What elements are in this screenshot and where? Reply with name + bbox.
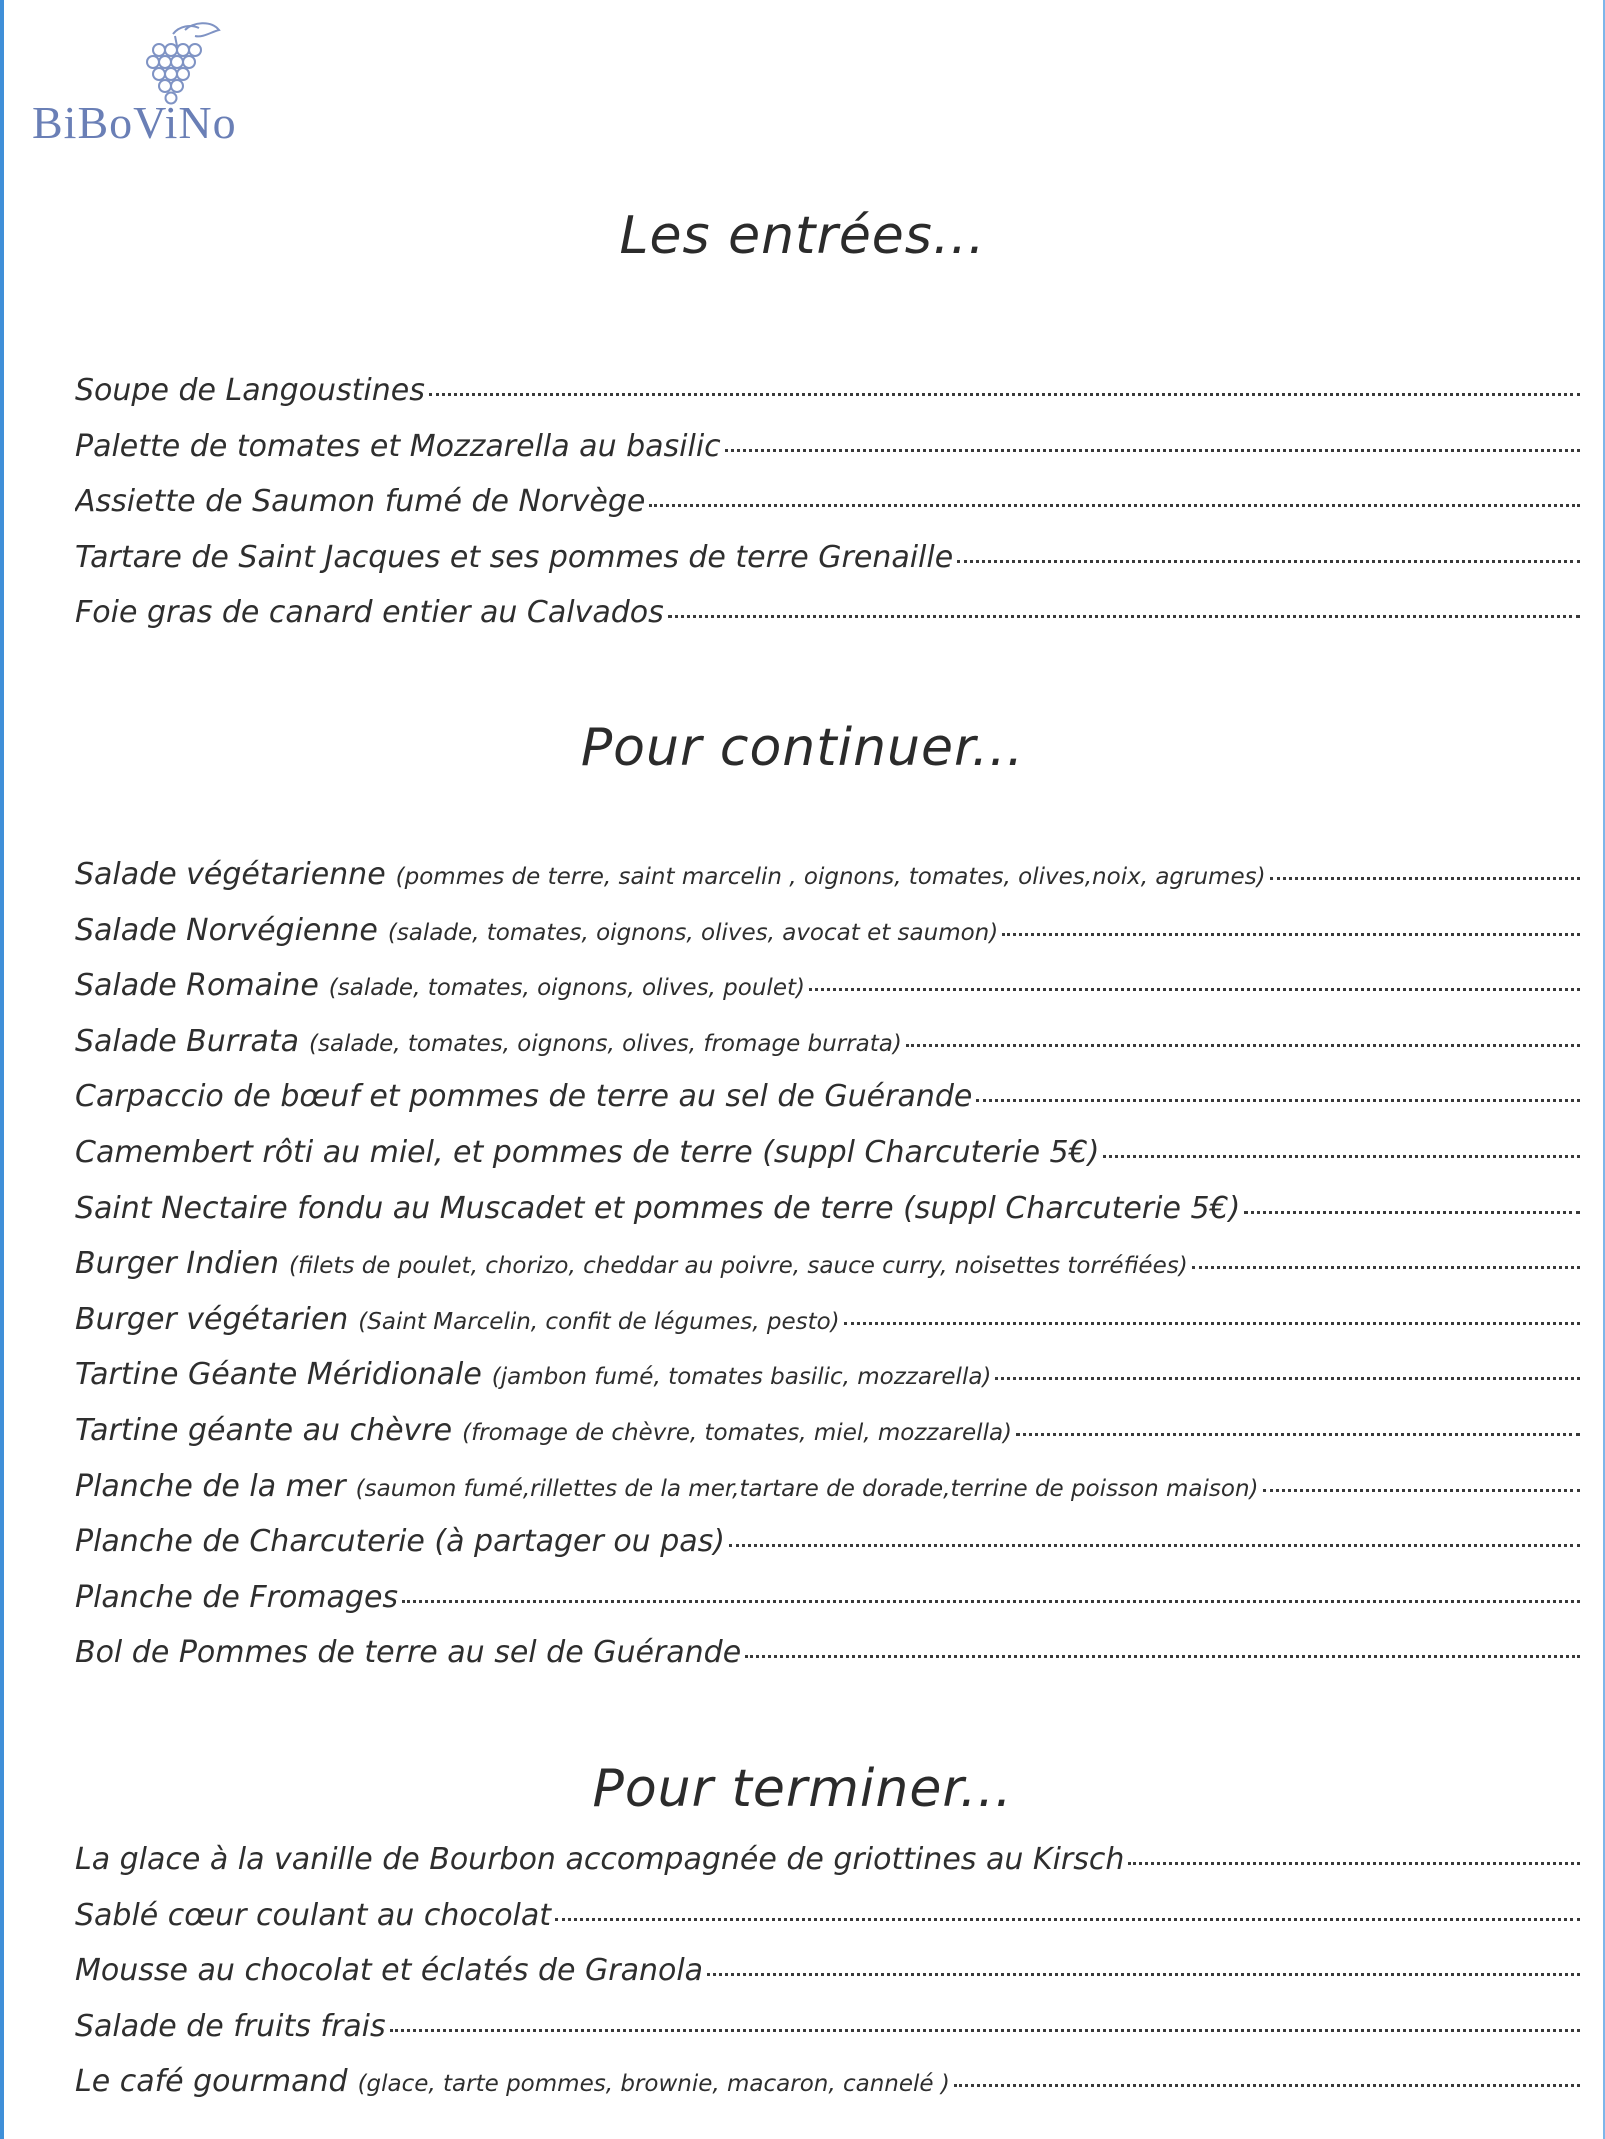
menu-item: [75, 857, 1580, 913]
item-name: Planche de la mer: [75, 1468, 346, 1504]
dotted-leader: [429, 393, 1580, 396]
item-name: Saint Nectaire fondu au Muscadet et pommes de terre (suppl Charcuterie 5€): [75, 1190, 1241, 1226]
item-name: Foie gras de canard entier au Calvados: [75, 595, 664, 631]
item-detail: (salade, tomates, oignons, olives, poulet): [328, 975, 805, 1002]
menu-item: [75, 2009, 1580, 2065]
item-name: Assiette de Saumon fumé de Norvège: [75, 484, 646, 520]
dotted-leader: [402, 1600, 1580, 1603]
item-name: Salade végétarienne: [75, 857, 386, 892]
item-detail: (glace, tarte pommes, brownie, macaron, cannelé ): [357, 2071, 950, 2098]
item-detail: (filets de poulet, chorizo, cheddar au poivre, sauce curry, noisettes torréfiées): [289, 1253, 1188, 1280]
dotted-leader: [390, 2029, 1580, 2032]
desserts-list: [75, 1842, 1580, 2120]
item-name: Tartine géante au chèvre: [75, 1412, 453, 1448]
dotted-leader: [1192, 1266, 1580, 1269]
section-title-entrees: Les entrées...: [619, 206, 986, 266]
item-detail: (salade, tomates, oignons, olives, fromage burrata): [308, 1030, 902, 1057]
menu-item: [75, 913, 1580, 969]
item-name: Planche de Charcuterie (à partager ou pas): [75, 1524, 725, 1560]
dotted-leader: [1128, 1862, 1580, 1865]
menu-item: [75, 595, 1580, 651]
entrees-list: [75, 373, 1580, 651]
item-name: Palette de tomates et Mozzarella au basilic: [75, 428, 721, 464]
item-detail: (pommes de terre, saint marcelin , oignons, tomates, olives,noix, agrumes): [395, 864, 1266, 890]
item-detail: (jambon fumé, tomates basilic, mozzarella): [491, 1364, 992, 1391]
dotted-leader: [844, 1322, 1580, 1325]
item-detail: (fromage de chèvre, tomates, miel, mozzarella): [462, 1419, 1013, 1446]
item-name: Sablé cœur coulant au chocolat: [75, 1897, 552, 1933]
menu-item: [75, 1898, 1580, 1954]
dotted-leader: [906, 1044, 1580, 1047]
dotted-leader: [995, 1377, 1580, 1380]
dotted-leader: [729, 1544, 1580, 1547]
item-name: Burger Indien: [75, 1246, 280, 1282]
menu-item: [75, 540, 1580, 596]
dotted-leader: [745, 1655, 1580, 1658]
menu-item: [75, 1024, 1580, 1080]
menu-item: [75, 429, 1580, 485]
dotted-leader: [1016, 1433, 1580, 1436]
item-name: Salade de fruits frais: [75, 2008, 386, 2044]
mains-list: [75, 857, 1580, 1691]
menu-item: [75, 1413, 1580, 1469]
item-name: Mousse au chocolat et éclatés de Granola: [75, 1953, 704, 1989]
item-name: La glace à la vanille de Bourbon accompagnée de griottines au Kirsch: [75, 1842, 1125, 1877]
menu-item: [75, 1302, 1580, 1358]
logo-wordmark: BiBoViNo: [32, 97, 237, 148]
item-detail: (salade, tomates, oignons, olives, avocat et saumon): [387, 919, 999, 946]
grapes-icon: [115, 20, 225, 106]
menu-item: [75, 373, 1580, 429]
menu-item: [75, 484, 1580, 540]
item-name: Salade Norvégienne: [75, 912, 378, 948]
item-name: Planche de Fromages: [75, 1579, 399, 1615]
menu-item: [75, 1079, 1580, 1135]
dotted-leader: [957, 560, 1580, 563]
item-name: Tartare de Saint Jacques et ses pommes de terre Grenaille: [75, 539, 954, 575]
menu-item: [75, 1246, 1580, 1302]
dotted-leader: [707, 1973, 1580, 1976]
item-name: Salade Romaine: [75, 968, 319, 1004]
menu-item: [75, 1469, 1580, 1525]
section-title-pour-continuer: Pour continuer...: [580, 718, 1025, 778]
menu-item: [75, 1135, 1580, 1191]
dotted-leader: [1244, 1211, 1580, 1214]
item-name: Salade Burrata: [75, 1023, 299, 1059]
item-detail: (Saint Marcelin, confit de légumes, pesto): [358, 1308, 840, 1335]
item-name: Le café gourmand: [75, 2064, 348, 2100]
restaurant-logo: [30, 16, 270, 146]
dotted-leader: [555, 1918, 1580, 1921]
dotted-leader: [725, 449, 1580, 452]
dotted-leader: [668, 615, 1580, 618]
dotted-leader: [1002, 933, 1580, 936]
dotted-leader: [1263, 1489, 1581, 1492]
item-name: Carpaccio de bœuf et pommes de terre au sel de Guérande: [75, 1079, 973, 1115]
item-name: Camembert rôti au miel, et pommes de terre (suppl Charcuterie 5€): [75, 1134, 1100, 1170]
menu-item: [75, 1357, 1580, 1413]
menu-item: [75, 1191, 1580, 1247]
menu-item: [75, 1635, 1580, 1691]
dotted-leader: [976, 1099, 1580, 1102]
dotted-leader: [954, 2084, 1580, 2087]
section-title-pour-terminer: Pour terminer...: [592, 1759, 1013, 1819]
dotted-leader: [1103, 1155, 1580, 1158]
dotted-leader: [1270, 877, 1580, 880]
menu-item: [75, 1842, 1580, 1898]
item-name: Soupe de Langoustines: [75, 373, 425, 408]
item-name: Burger végétarien: [75, 1301, 349, 1337]
dotted-leader: [809, 988, 1580, 991]
item-name: Tartine Géante Méridionale: [75, 1357, 482, 1393]
dotted-leader: [649, 504, 1580, 507]
item-detail: (saumon fumé,rillettes de la mer,tartare de dorade,terrine de poisson maison): [355, 1475, 1259, 1502]
item-name: Bol de Pommes de terre au sel de Guérande: [75, 1635, 742, 1671]
menu-item: [75, 968, 1580, 1024]
menu-item: [75, 1580, 1580, 1636]
menu-item: [75, 2064, 1580, 2120]
menu-item: [75, 1953, 1580, 2009]
menu-item: [75, 1524, 1580, 1580]
